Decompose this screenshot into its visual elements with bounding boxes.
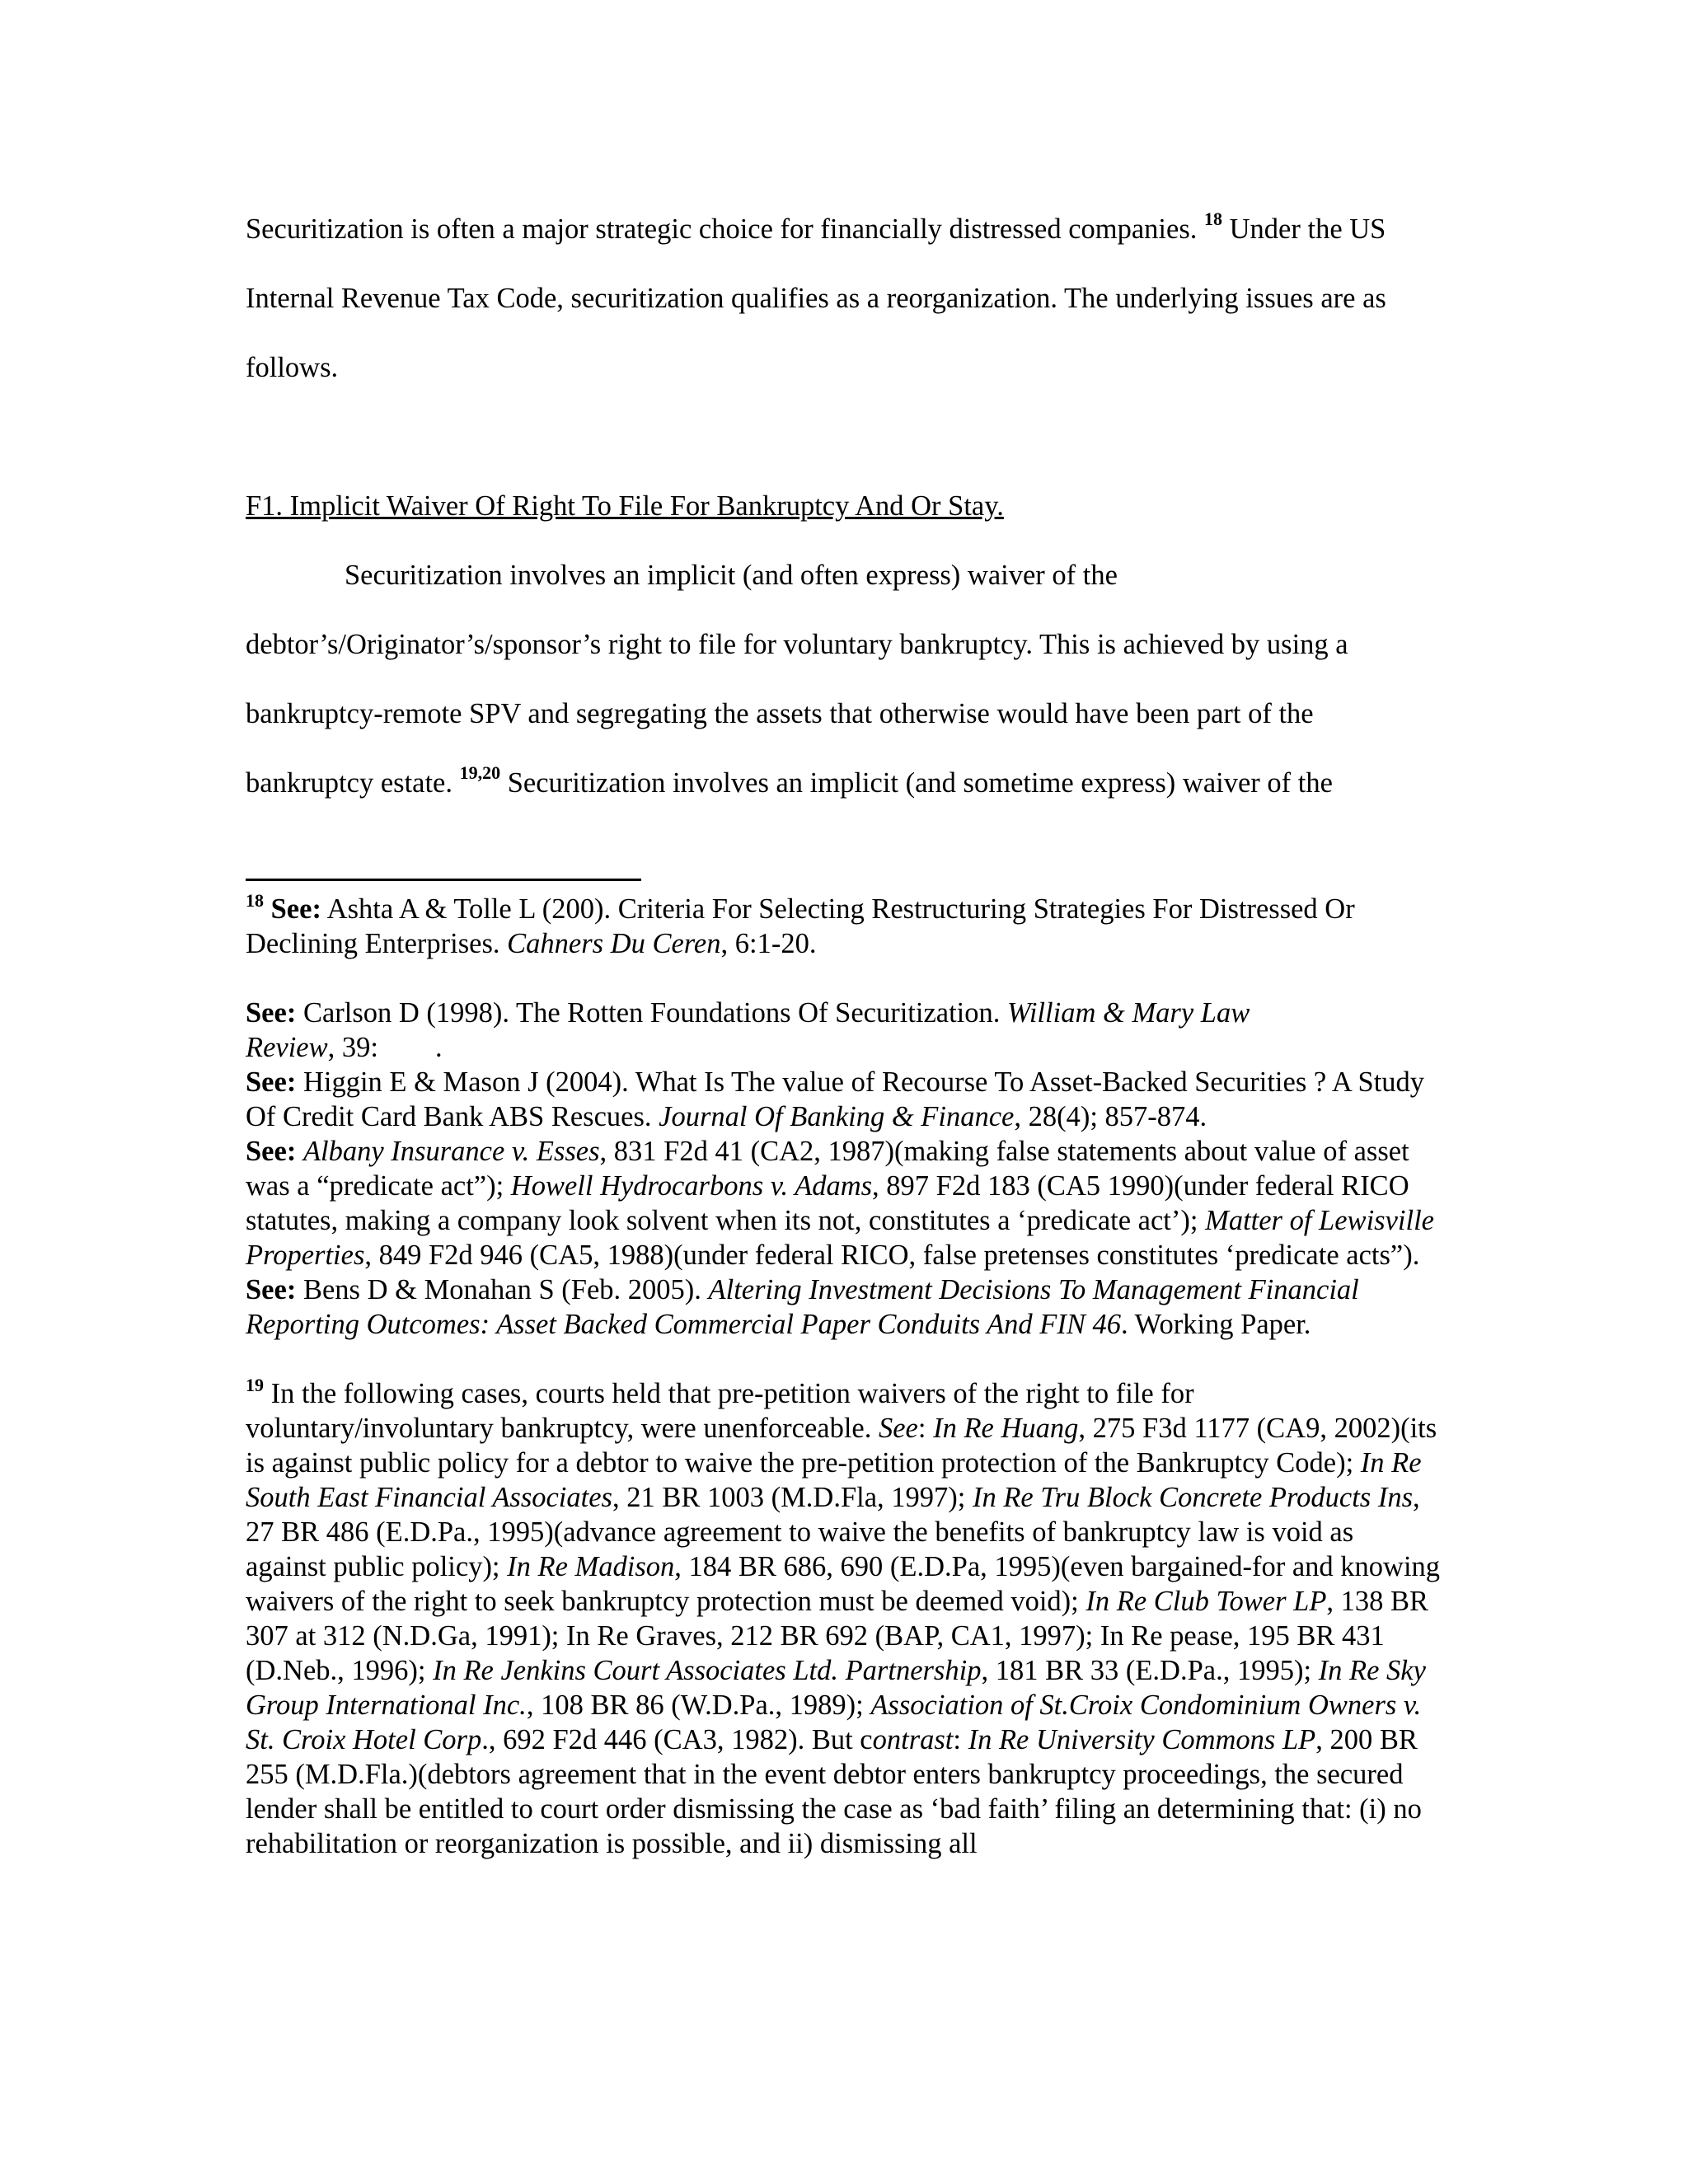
footnote-mark: 19 [246, 1375, 264, 1395]
footnote-text: , 849 F2d 946 (CA5, 1988)(under federal RICO, false pretenses constitutes ‘predicate acts”). [364, 1240, 1420, 1271]
case-name: In Re Tru Block Concrete Products Ins [972, 1482, 1413, 1513]
case-name: Howell Hydrocarbons v. Adams [510, 1170, 873, 1202]
footnotes [246, 892, 1441, 1861]
case-name: In Re South East Financial Associates [246, 1447, 1422, 1513]
case-name: In Re Madison [507, 1551, 675, 1582]
see-label: See: [246, 1136, 297, 1167]
footnote-see-higgin [246, 1065, 1441, 1134]
footnote-separator [246, 879, 641, 881]
footnote-18 [246, 892, 1441, 961]
footnote-see-carlson [246, 996, 1441, 1065]
footnote-text: In the following cases, courts held that pre-petition waivers of the right to file for voluntary/involuntary bankruptcy, were unenforceable. [246, 1378, 1194, 1444]
paragraph-text: Securitization involves an implicit (and sometime express) waiver of the [500, 767, 1333, 799]
footnote-mark: 18 [246, 890, 264, 911]
footnote-see-bens [246, 1272, 1441, 1342]
main-text [246, 194, 1432, 818]
case-name: Albany Insurance v. Esses [302, 1136, 600, 1167]
footnote-text: : [953, 1724, 968, 1755]
journal-title: William & Mary Law Review [246, 997, 1250, 1063]
footnote-text: Carlson D (1998). The Rotten Foundations Of Securitization. [296, 997, 1008, 1029]
case-name: In Re University Commons LP [968, 1724, 1316, 1755]
footnote-text: , 275 F3d 1177 (CA9, 2002)(its is against public policy for a debtor to waive the pre-petition protection of the Bankruptcy Code); [246, 1413, 1437, 1479]
footnote-text: , 184 BR 686, 690 (E.D.Pa, 1995)(even bargained-for and knowing waivers of the right to seek bankruptcy protection must be deemed void); [246, 1551, 1441, 1617]
footnote-text: , 138 BR 307 at 312 (N.D.Ga, 1991); In Re Graves, 212 BR 692 (BAP, CA1, 1997); In Re pease, 195 BR 431 (D.Neb., 1996); [246, 1586, 1429, 1686]
footnote-text: , 6:1-20. [720, 928, 817, 959]
paragraph-text: Under the US Internal Revenue Tax Code, securitization qualifies as a reorganization. The underlying issues are as follows. [246, 213, 1386, 383]
paragraph-text: Securitization involves an implicit (and often express) waiver of the debtor’s/Originator’s/sponsor’s right to file for voluntary bankruptcy. This is achieved by using a bankruptcy-remote SPV and segregating the assets that otherwise would have been part of the bankruptcy estate. [246, 560, 1348, 799]
case-name: Matter of Lewisville Properties [246, 1205, 1434, 1271]
see-label: See: [246, 1066, 297, 1098]
footnote-text: , 108 BR 86 (W.D.Pa., 1989); [526, 1690, 871, 1721]
footnote-text: , 28(4); 857-874. [1014, 1101, 1207, 1132]
footnote-text: , 21 BR 1003 (M.D.Fla, 1997); [612, 1482, 973, 1513]
footnote-see-albany [246, 1134, 1441, 1272]
case-name: In Re Huang [933, 1413, 1079, 1444]
journal-title: Cahners Du Ceren [507, 928, 721, 959]
case-name: In Re Jenkins Court Associates Ltd. Partnership [433, 1655, 982, 1686]
case-name: In Re Club Tower LP [1085, 1586, 1327, 1617]
section-heading: F1. Implicit Waiver Of Right To File For Bankruptcy And Or Stay. [246, 490, 1004, 522]
footnote-text: , 181 BR 33 (E.D.Pa., 1995); [981, 1655, 1319, 1686]
see-label: See: [270, 893, 321, 925]
paragraph-text: Securitization is often a major strategic choice for financially distressed companies. [246, 213, 1205, 245]
footnote-text: , 39: . [327, 1032, 443, 1063]
footnote-text: , 897 F2d 183 (CA5 1990)(under federal RICO statutes, making a company look solvent when its not, constitutes a ‘predicate act’); [246, 1170, 1409, 1236]
case-name: In Re Sky Group International Inc. [246, 1655, 1426, 1721]
footnote-text: Bens D & Monahan S (Feb. 2005). [296, 1274, 709, 1305]
footnote-text: : [917, 1413, 934, 1444]
body-paragraph-1 [246, 194, 1432, 402]
footnote-text: , 831 F2d 41 (CA2, 1987)(making false statements about value of asset was a “predicate act”); [246, 1136, 1409, 1202]
paper-title: Altering Investment Decisions To Management Financial Reporting Outcomes: Asset Backed Commercial Paper Conduits And FIN 46 [246, 1274, 1359, 1340]
journal-title: Journal Of Banking & Finance [659, 1101, 1015, 1132]
footnote-ref-18[interactable]: 18 [1204, 209, 1223, 229]
footnote-text: , 27 BR 486 (E.D.Pa., 1995)(advance agreement to waive the benefits of bankruptcy law is void as against public policy); [246, 1482, 1420, 1582]
footnote-text: Ashta A & Tolle L (200). Criteria For Selecting Restructuring Strategies For Distressed Or Declining Enterprises. [246, 893, 1355, 959]
case-name: Association of St.Croix Condominium Owners v. St. Croix Hotel Corp [246, 1690, 1422, 1755]
see-label: See: [246, 997, 297, 1029]
footnote-text: Higgin E & Mason J (2004). What Is The value of Recourse To Asset-Backed Securities ? A Study Of Credit Card Bank ABS Rescues. [246, 1066, 1425, 1132]
footnote-text: , 200 BR 255 (M.D.Fla.)(debtors agreement that in the event debtor enters bankruptcy proceedings, the secured lender shall be entitled to court order dismissing the case as ‘bad faith’ filing an determining that: (i) no rehabilitation or reorganization is possible, and ii) dismissing all [246, 1724, 1422, 1859]
see-label: See [878, 1413, 918, 1444]
body-paragraph-2 [246, 541, 1432, 818]
footnote-text: ., 692 F2d 446 (CA3, 1982). But c [481, 1724, 873, 1755]
footnote-ref-19-20[interactable]: 19,20 [459, 762, 501, 783]
contrast-label: ontrast [872, 1724, 954, 1755]
see-label: See: [246, 1274, 297, 1305]
footnote-19 [246, 1376, 1441, 1861]
footnote-text: . Working Paper. [1121, 1309, 1311, 1340]
